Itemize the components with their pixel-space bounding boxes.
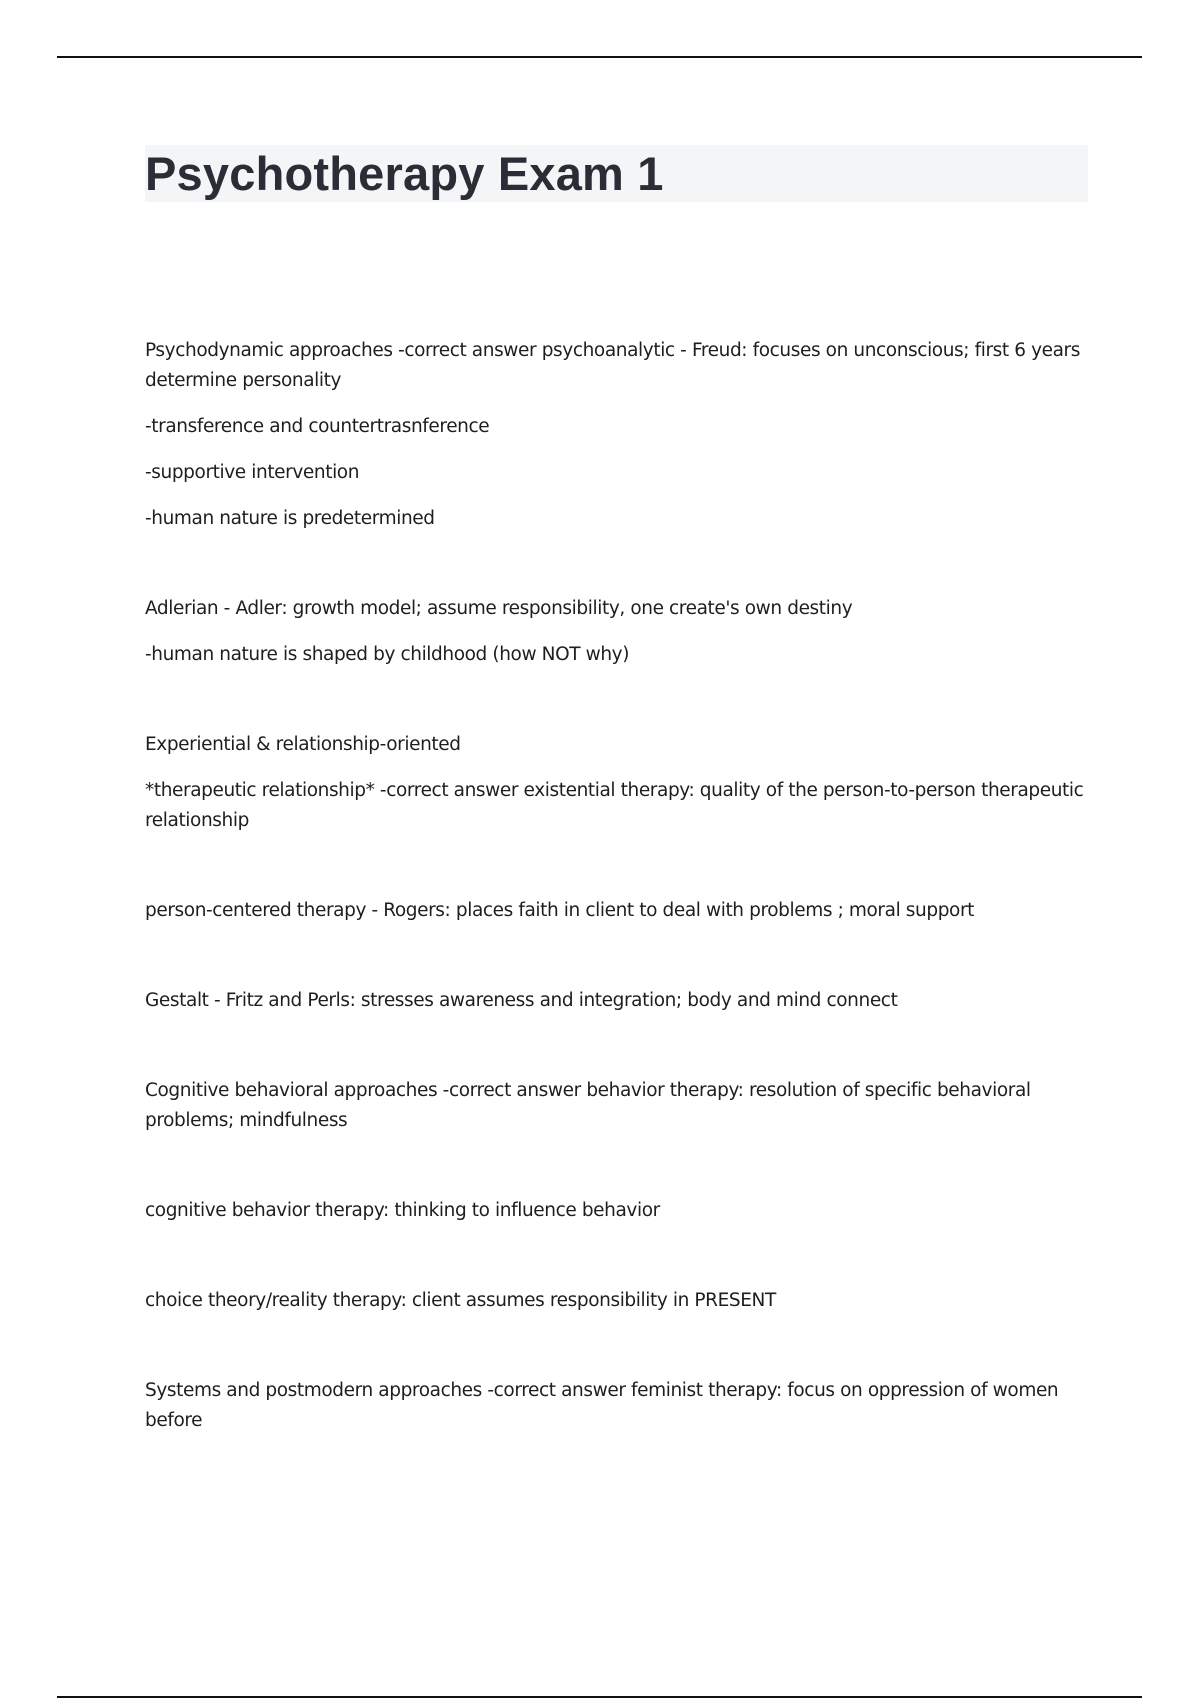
- paragraph-supportive: -supportive intervention: [145, 462, 360, 483]
- bottom-divider: [57, 1696, 1142, 1698]
- paragraph-adlerian: Adlerian - Adler: growth model; assume responsibility, one create's own destiny: [145, 598, 853, 619]
- paragraph-experiential: Experiential & relationship-oriented: [145, 734, 461, 755]
- paragraph-childhood: -human nature is shaped by childhood (how NOT why): [145, 644, 630, 665]
- paragraph-person-centered: person-centered therapy - Rogers: places faith in client to deal with problems ; moral support: [145, 900, 975, 921]
- paragraph-human-nature: -human nature is predetermined: [145, 508, 435, 529]
- paragraph-psychodynamic: Psychodynamic approaches -correct answer psychoanalytic - Freud: focuses on unconscious; first 6 years determine personality: [145, 340, 1080, 391]
- paragraph-cbt: cognitive behavior therapy: thinking to influence behavior: [145, 1200, 660, 1221]
- paragraph-cognitive-behavioral: Cognitive behavioral approaches -correct answer behavior therapy: resolution of specific behavioral problems; mindfulness: [145, 1080, 1031, 1131]
- paragraph-choice-theory: choice theory/reality therapy: client assumes responsibility in PRESENT: [145, 1290, 776, 1311]
- document-body: [145, 336, 1095, 1436]
- paragraph-gestalt: Gestalt - Fritz and Perls: stresses awareness and integration; body and mind connect: [145, 990, 898, 1011]
- top-divider: [57, 56, 1142, 58]
- page-title: Psychotherapy Exam 1: [145, 147, 664, 200]
- paragraph-transference: -transference and countertrasnference: [145, 416, 490, 437]
- paragraph-systems-postmodern: Systems and postmodern approaches -correct answer feminist therapy: focus on oppression of women before: [145, 1380, 1059, 1431]
- paragraph-therapeutic-relationship: *therapeutic relationship* -correct answer existential therapy: quality of the person-to-person therapeutic relationship: [145, 780, 1084, 831]
